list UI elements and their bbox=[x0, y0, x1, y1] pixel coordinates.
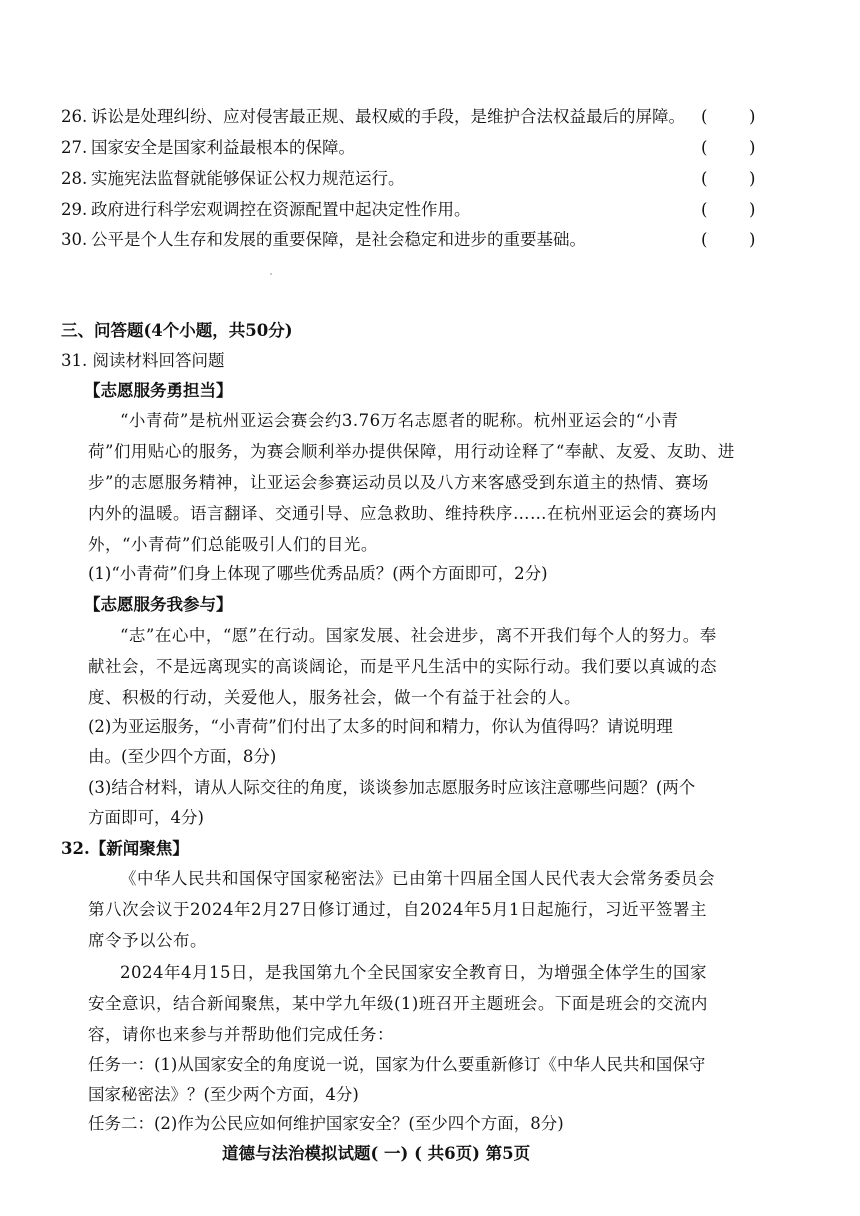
answer-paren-close: ) bbox=[749, 169, 756, 188]
item-number: 26. bbox=[61, 107, 88, 126]
material-1-line-1: “小青荷”是杭州亚运会赛会约3.76万名志愿者的昵称。杭州亚运会的“小青 bbox=[120, 411, 679, 430]
news-para-1-line-3: 席令予以公布。 bbox=[88, 931, 207, 950]
item-text: 政府进行科学宏观调控在资源配置中起决定性作用。 bbox=[91, 200, 471, 219]
answer-paren-close: ) bbox=[749, 230, 756, 249]
judgement-item-28 bbox=[61, 168, 761, 190]
material-title-2: 【志愿服务我参与】 bbox=[84, 595, 233, 614]
item-number: 30. bbox=[61, 230, 88, 249]
material-2-line-3: 度、积极的行动，关爱他人，服务社会，做一个有益于社会的人。 bbox=[88, 688, 581, 707]
question-32-title: 32.【新闻聚焦】 bbox=[61, 839, 189, 858]
sub-question-1: (1)“小青荷”们身上体现了哪些优秀品质？(两个方面即可，2分) bbox=[88, 564, 548, 583]
item-text: 诉讼是处理纠纷、应对侵害最正规、最权威的手段，是维护合法权益最后的屏障。 bbox=[91, 107, 685, 126]
answer-paren-open: ( bbox=[701, 169, 708, 188]
item-number: 29. bbox=[61, 200, 88, 219]
news-para-2-line-3: 容，请你也来参与并帮助他们完成任务： bbox=[88, 1025, 394, 1044]
section-heading: 三、问答题(4个小题，共50分) bbox=[61, 321, 293, 340]
material-2-line-1: “志”在心中，“愿”在行动。国家发展、社会进步，离不开我们每个人的努力。奉 bbox=[120, 626, 717, 645]
sub-question-3-line-1: (3)结合材料，请从人际交往的角度，谈谈参加志愿服务时应该注意哪些问题？(两个 bbox=[88, 778, 696, 797]
judgement-item-29 bbox=[61, 199, 761, 221]
material-1-line-4: 内外的温暖。语言翻译、交通引导、应急救助、维持秩序……在杭州亚运会的赛场内 bbox=[88, 504, 717, 523]
answer-paren-open: ( bbox=[701, 138, 708, 157]
news-para-2-line-2: 安全意识，结合新闻聚焦，某中学九年级(1)班召开主题班会。下面是班会的交流内 bbox=[88, 994, 708, 1013]
answer-paren-close: ) bbox=[749, 138, 756, 157]
answer-paren-open: ( bbox=[701, 200, 708, 219]
answer-paren-close: ) bbox=[749, 107, 756, 126]
sub-question-3-line-2: 方面即可，4分) bbox=[88, 808, 204, 827]
judgement-item-27 bbox=[61, 137, 761, 159]
sub-question-2-line-1: (2)为亚运服务，“小青荷”们付出了太多的时间和精力，你认为值得吗？请说明理 bbox=[88, 717, 673, 736]
news-para-1-line-2: 第八次会议于2024年2月27日修订通过，自2024年5月1日起施行，习近平签署主 bbox=[88, 900, 707, 919]
judgement-item-26 bbox=[61, 106, 761, 128]
item-text: 公平是个人生存和发展的重要保障，是社会稳定和进步的重要基础。 bbox=[91, 230, 586, 249]
answer-paren-open: ( bbox=[701, 230, 708, 249]
item-number: 27. bbox=[61, 138, 88, 157]
item-text: 国家安全是国家利益最根本的保障。 bbox=[91, 138, 355, 157]
news-para-1-line-1: 《中华人民共和国保守国家秘密法》已由第十四届全国人民代表大会常务委员会 bbox=[120, 869, 715, 888]
material-2-line-2: 献社会，不是远离现实的高谈阔论，而是平凡生活中的实际行动。我们要以真诚的态 bbox=[88, 657, 717, 676]
material-title-1: 【志愿服务勇担当】 bbox=[84, 381, 233, 400]
material-1-line-3: 步”的志愿服务精神，让亚运会参赛运动员以及八方来客感受到东道主的热情、赛场 bbox=[88, 473, 709, 492]
scan-speck bbox=[270, 273, 272, 275]
answer-paren-close: ) bbox=[749, 200, 756, 219]
sub-question-2-line-2: 由。(至少四个方面，8分) bbox=[88, 747, 277, 766]
item-number: 28. bbox=[61, 169, 88, 188]
material-1-line-2: 荷”们用贴心的服务，为赛会顺利举办提供保障，用行动诠释了“奉献、友爱、友助、进 bbox=[88, 442, 735, 461]
task-2: 任务二：(2)作为公民应如何维护国家安全？(至少四个方面，8分) bbox=[88, 1114, 564, 1133]
task-1-line-2: 国家秘密法》？(至少两个方面，4分) bbox=[88, 1085, 359, 1104]
judgement-item-30 bbox=[61, 229, 761, 251]
page-footer: 道德与法治模拟试题( 一) ( 共6页) 第5页 bbox=[222, 1144, 531, 1163]
task-1-line-1: 任务一：(1)从国家安全的角度说一说，国家为什么要重新修订《中华人民共和国保守 bbox=[88, 1055, 706, 1074]
material-1-line-5: 外，“小青荷”们总能吸引人们的目光。 bbox=[88, 535, 378, 554]
item-text: 实施宪法监督就能够保证公权力规范运行。 bbox=[91, 169, 405, 188]
answer-paren-open: ( bbox=[701, 107, 708, 126]
news-para-2-line-1: 2024年4月15日，是我国第九个全民国家安全教育日，为增强全体学生的国家 bbox=[120, 963, 707, 982]
question-31-title: 31. 阅读材料回答问题 bbox=[61, 351, 225, 370]
